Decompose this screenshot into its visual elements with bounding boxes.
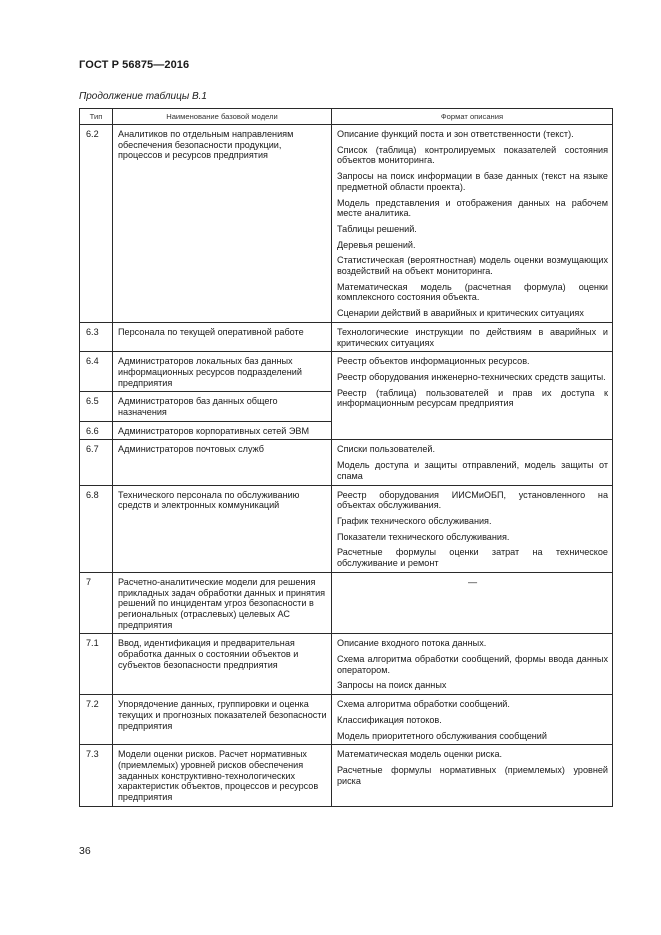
table-row	[80, 695, 613, 745]
table-row	[80, 634, 613, 695]
description-item: Запросы на поиск информации в базе данных (текст на языке предметной области проекта).	[337, 171, 608, 192]
column-header-description-format: Формат описания	[332, 109, 613, 125]
page-number: 36	[79, 845, 91, 857]
table-row	[80, 485, 613, 572]
row-description	[332, 125, 613, 323]
description-dash: —	[467, 576, 478, 587]
row-model-name: Персонала по текущей оперативной работе	[113, 322, 332, 351]
row-type: 7.2	[80, 695, 113, 745]
row-model-name: Ввод, идентификация и предварительная обработка данных о состоянии объектов и субъектов безопасности предприятия	[113, 634, 332, 695]
row-description	[332, 485, 613, 572]
column-header-model-name: Наименование базовой модели	[113, 109, 332, 125]
models-table	[79, 108, 613, 807]
description-item: Математическая модель (расчетная формула) оценки комплексного состояния объекта.	[337, 281, 608, 303]
row-model-name: Администраторов почтовых служб	[113, 440, 332, 485]
row-model-name: Модели оценки рисков. Расчет нормативных (приемлемых) уровней рисков обеспечения заданных конструктивно-технологических характеристик объектов, процессов и ресурсов предприятия	[113, 745, 332, 807]
table-caption: Продолжение таблицы В.1	[79, 91, 207, 102]
description-item: График технического обслуживания.	[337, 515, 492, 526]
row-description	[332, 322, 613, 351]
description-item: Схема алгоритма обработки сообщений, формы ввода данных оператором.	[337, 654, 608, 675]
description-item: Описание входного потока данных.	[337, 638, 487, 649]
row-type: 7.1	[80, 634, 113, 695]
description-item: Статистическая (вероятностная) модель оценки возмущающих воздействий на объект мониторинга.	[337, 255, 608, 277]
row-model-name: Администраторов баз данных общего назначения	[113, 392, 332, 421]
description-item: Реестр объектов информационных ресурсов.	[337, 356, 530, 367]
description-item: Описание функций поста и зон ответственности (текст).	[337, 129, 574, 139]
document-title: ГОСТ Р 56875—2016	[79, 59, 190, 71]
row-description-merged	[332, 352, 613, 440]
description-item: Классификация потоков.	[337, 714, 442, 725]
column-header-type: Тип	[80, 109, 113, 125]
description-item: Показатели технического обслуживания.	[337, 531, 510, 542]
description-item: Модель представления и отображения данных на рабочем месте аналитика.	[337, 197, 608, 219]
row-model-name: Администраторов корпоративных сетей ЭВМ	[113, 421, 332, 440]
row-model-name: Упорядочение данных, группировки и оценка текущих и прогнозных показателей безопасности предприятия	[113, 695, 332, 745]
description-item: Схема алгоритма обработки сообщений.	[337, 699, 510, 710]
row-model-name: Администраторов локальных баз данных информационных ресурсов подразделений предприятия	[113, 352, 332, 392]
row-description	[332, 634, 613, 695]
row-type: 6.8	[80, 485, 113, 572]
description-item: Список (таблица) контролируемых показателей состояния объектов мониторинга.	[337, 144, 608, 166]
row-model-name: Технического персонала по обслуживанию средств и электронных коммуникаций	[113, 485, 332, 572]
description-item: Модель приоритетного обслуживания сообщений	[337, 730, 547, 741]
row-model-name: Расчетно-аналитические модели для решения прикладных задач обработки данных и принятия решений по инцидентам угроз безопасности в региональных (отраслевых) целевых АС предприятия	[113, 572, 332, 634]
row-description	[332, 745, 613, 807]
description-item: Запросы на поиск данных	[337, 680, 447, 691]
description-item: Сценарии действий в аварийных и критических ситуациях	[337, 308, 584, 319]
description-item: Реестр оборудования инженерно-технических средств защиты.	[337, 371, 606, 382]
table-row	[80, 322, 613, 351]
table-row	[80, 572, 613, 634]
row-type: 6.3	[80, 322, 113, 351]
row-type: 6.7	[80, 440, 113, 485]
table-row	[80, 352, 613, 392]
description-item: Математическая модель оценки риска.	[337, 749, 503, 760]
row-type: 7	[80, 572, 113, 634]
row-description	[332, 695, 613, 745]
row-type: 6.6	[80, 421, 113, 440]
description-item: Деревья решений.	[337, 239, 416, 250]
description-item: Реестр (таблица) пользователей и прав их доступа к информационным ресурсам предприятия	[337, 387, 608, 409]
description-item: Реестр оборудования ИИСМиОБП, установленного на объектах обслуживания.	[337, 489, 608, 511]
description-item: Расчетные формулы оценки затрат на техническое обслуживание и ремонт	[337, 547, 608, 569]
table-row	[80, 125, 613, 323]
table-header-row	[80, 109, 613, 125]
description-item: Списки пользователей.	[337, 444, 436, 455]
row-type: 7.3	[80, 745, 113, 807]
description-item: Расчетные формулы нормативных (приемлемых) уровней риска	[337, 764, 608, 786]
description-item: Технологические инструкции по действиям в аварийных и критических ситуациях	[337, 326, 608, 348]
row-description	[332, 440, 613, 485]
row-model-name: Аналитиков по отдельным направлениям обеспечения безопасности продукции, процессов и ресурсов предприятия	[113, 125, 332, 323]
description-item: Модель доступа и защиты отправлений, модель защиты от спама	[337, 460, 608, 481]
table-row	[80, 440, 613, 485]
row-description	[332, 572, 613, 634]
row-type: 6.4	[80, 352, 113, 392]
row-type: 6.5	[80, 392, 113, 421]
table-row	[80, 745, 613, 807]
row-type: 6.2	[80, 125, 113, 323]
description-item: Таблицы решений.	[337, 223, 417, 234]
